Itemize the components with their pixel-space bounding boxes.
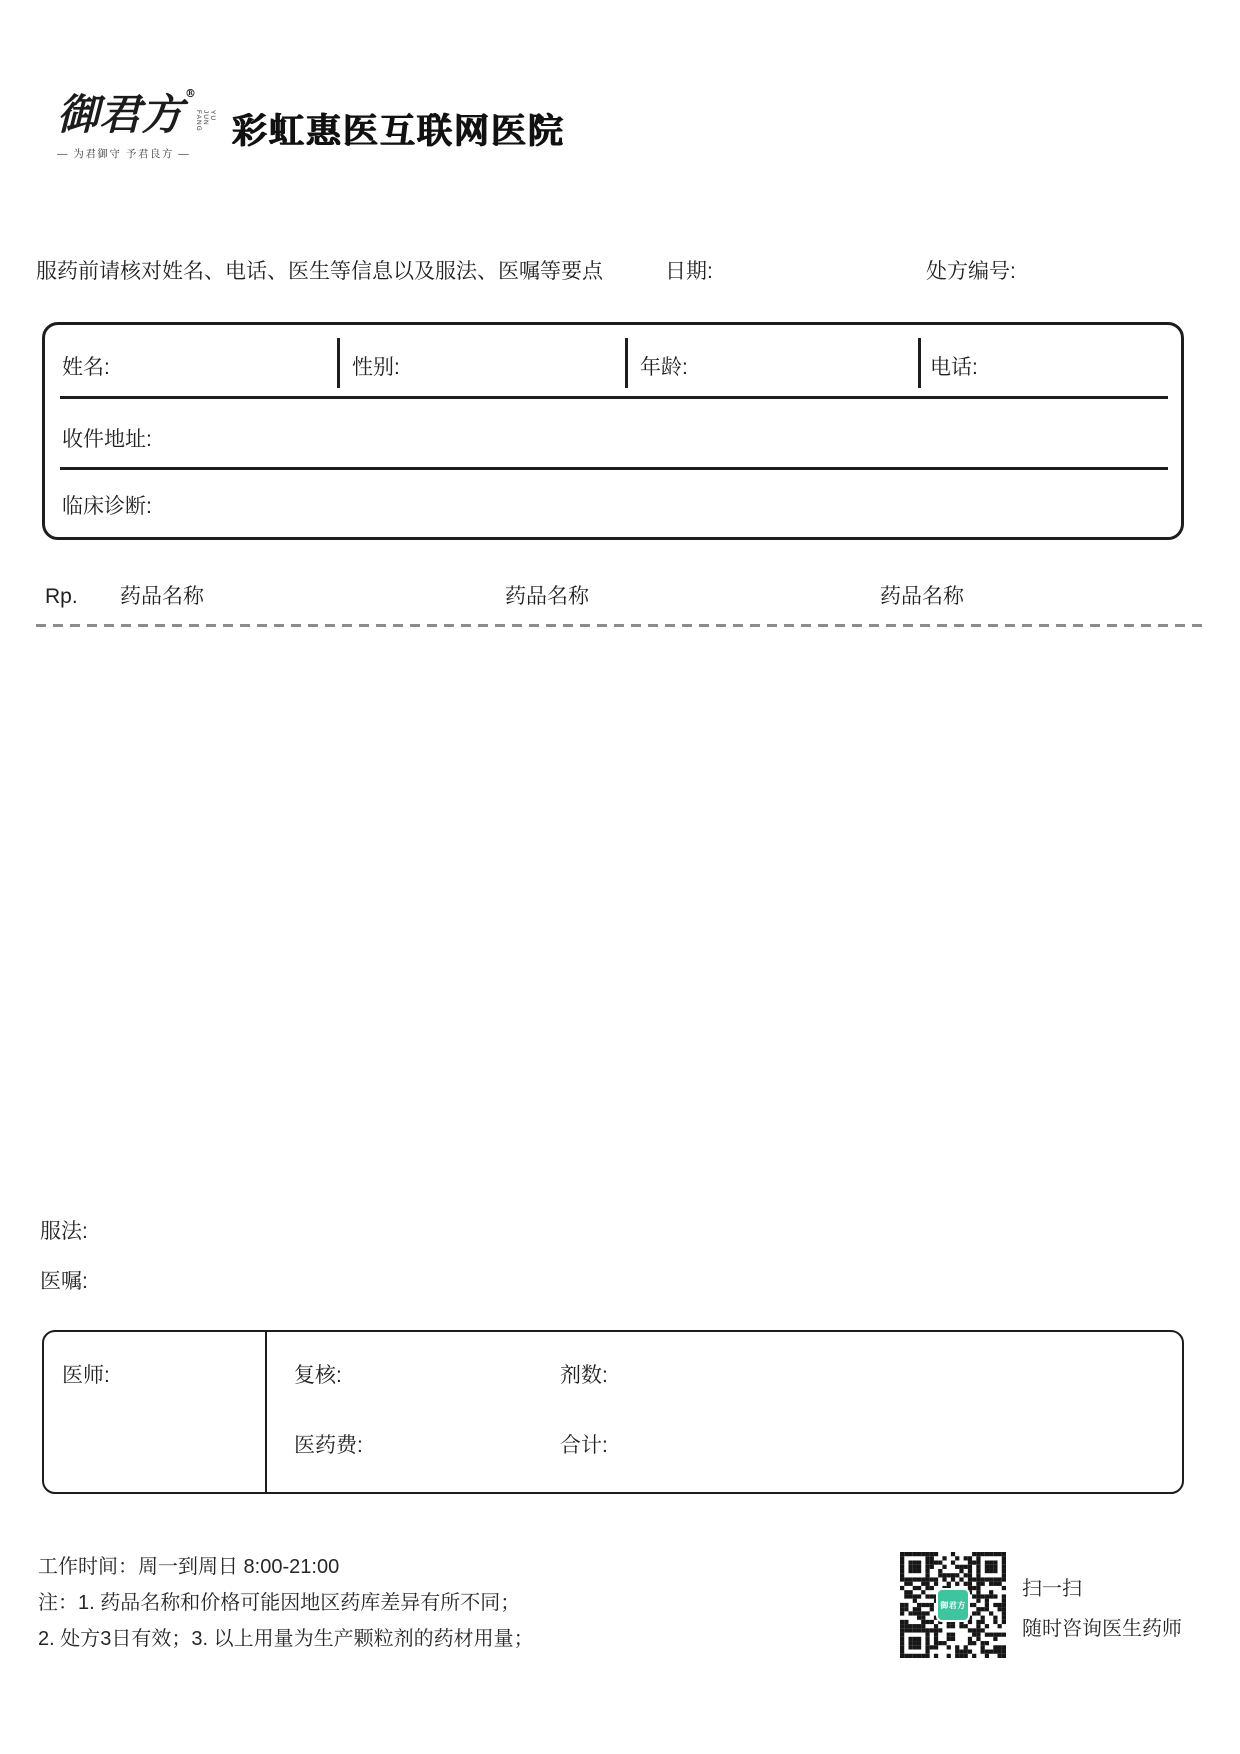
note-line-2: 2. 处方3日有效；3. 以上用量为生产颗粒剂的药材用量； [38, 1628, 534, 1650]
signoff-box [42, 1330, 1184, 1494]
brand-logo-romanized: YU JUN FANG [195, 110, 216, 132]
diagnosis-label: 临床诊断: [62, 495, 152, 518]
patient-row-divider [60, 396, 1168, 399]
hospital-title: 彩虹惠医互联网医院 [232, 112, 566, 151]
work-hours: 工作时间：周一到周日 8:00-21:00 [38, 1556, 340, 1578]
rp-label: Rp. [45, 585, 78, 608]
address-label: 收件地址: [62, 428, 152, 451]
patient-col-divider [918, 338, 921, 388]
patient-info-box [42, 322, 1184, 540]
rx-number-label: 处方编号: [926, 260, 1016, 283]
registered-trademark-icon: ® [185, 87, 197, 100]
brand-logo-text: 御君方 ® [57, 87, 197, 139]
brand-tagline: — 为君御守 予君良方 — [57, 148, 191, 160]
doctor-label: 医师: [62, 1364, 110, 1387]
patient-col-divider [337, 338, 340, 388]
qr-caption-scan: 扫一扫 [1022, 1578, 1082, 1600]
brand-logo [57, 87, 216, 161]
age-label: 年龄: [640, 356, 688, 379]
medicine-fee-label: 医药费: [294, 1434, 363, 1457]
phone-label: 电话: [930, 356, 978, 379]
drug-column-header-3: 药品名称 [880, 585, 964, 608]
patient-col-divider [625, 338, 628, 388]
rx-divider-dashed [36, 624, 1202, 627]
total-label: 合计: [560, 1434, 608, 1457]
qr-center-logo: 御君方 [936, 1588, 970, 1622]
note-line-1: 注：1. 药品名称和价格可能因地区药库差异有所不同； [38, 1592, 521, 1614]
signoff-divider [265, 1332, 267, 1492]
dose-count-label: 剂数: [560, 1364, 608, 1387]
reviewer-label: 复核: [294, 1364, 342, 1387]
drug-column-header-2: 药品名称 [505, 585, 589, 608]
patient-row-divider [60, 467, 1168, 470]
gender-label: 性别: [352, 356, 400, 379]
name-label: 姓名: [62, 356, 110, 379]
qr-caption-consult: 随时咨询医生药师 [1022, 1618, 1182, 1640]
advice-label: 医嘱: [40, 1270, 88, 1293]
qr-code [900, 1552, 1006, 1658]
pre-check-notice: 服药前请核对姓名、电话、医生等信息以及服法、医嘱等要点 [36, 260, 603, 283]
usage-label: 服法: [40, 1220, 88, 1243]
date-label: 日期: [665, 260, 713, 283]
drug-column-header-1: 药品名称 [120, 585, 204, 608]
